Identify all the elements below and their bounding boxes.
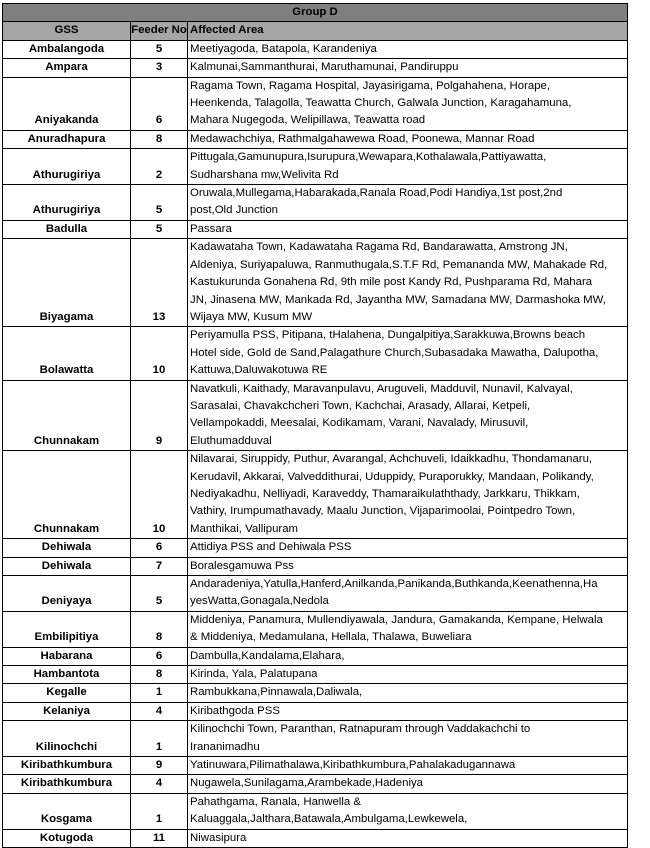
feeder-cell: 8 (131, 130, 188, 148)
feeder-cell: 1 (131, 684, 188, 702)
table-row (3, 451, 628, 539)
table-row (3, 576, 628, 612)
feeder-cell: 9 (131, 757, 188, 775)
gss-cell: Ampara (3, 59, 131, 77)
table-row (3, 239, 628, 327)
header-gss: GSS (3, 22, 131, 40)
group-title: Group D (3, 4, 628, 22)
table-row (3, 59, 628, 77)
affected-area-cell: Oruwala,Mullegama,Habarakada,Ranala Road,Podi Handiya,1st post,2nd post,Old Junction (188, 185, 628, 221)
title-row (3, 4, 628, 22)
affected-area-cell: Kiribathgoda PSS (188, 702, 628, 720)
affected-areas-table (2, 3, 628, 848)
gss-cell: Kiribathkumbura (3, 757, 131, 775)
feeder-cell: 5 (131, 40, 188, 58)
feeder-cell: 10 (131, 451, 188, 539)
gss-cell: Deniyaya (3, 576, 131, 612)
feeder-cell: 10 (131, 327, 188, 380)
feeder-cell: 6 (131, 539, 188, 557)
table-row (3, 380, 628, 451)
table-row (3, 557, 628, 575)
table-row (3, 130, 628, 148)
table-row (3, 757, 628, 775)
gss-cell: Athurugiriya (3, 185, 131, 221)
gss-cell: Habarana (3, 647, 131, 665)
table-row (3, 611, 628, 647)
gss-cell: Kosgama (3, 793, 131, 829)
feeder-cell: 8 (131, 611, 188, 647)
feeder-cell: 6 (131, 647, 188, 665)
gss-cell: Dehiwala (3, 557, 131, 575)
table-row (3, 77, 628, 130)
affected-area-cell: Niwasipura (188, 829, 628, 847)
feeder-cell: 2 (131, 149, 188, 185)
affected-area-cell: Pittugala,Gamunupura,Isurupura,Wewapara,Kothalawala,Pattiyawatta, Sudharshana mw,Welivita Rd (188, 149, 628, 185)
gss-cell: Hambantota (3, 666, 131, 684)
feeder-cell: 5 (131, 185, 188, 221)
feeder-cell: 1 (131, 721, 188, 757)
affected-area-cell: Navatkuli, Kaithady, Maravanpulavu, Aruguveli, Madduvil, Nunavil, Kalvayal, Sarasalai, Chavakchcheri Town, Kachchai, Arasady, Allarai, Ketpeli, Vellampokaddi, Meesalai, Kodikamam, Varani, Navalady, Mirusuvil, Eluthumadduval (188, 380, 628, 451)
table-row (3, 666, 628, 684)
gss-cell: Dehiwala (3, 539, 131, 557)
gss-cell: Embilipitiya (3, 611, 131, 647)
gss-cell: Kiribathkumbura (3, 775, 131, 793)
gss-cell: Biyagama (3, 239, 131, 327)
affected-area-cell: Ragama Town, Ragama Hospital, Jayasirigama, Polgahahena, Horape, Heenkenda, Talagolla, Teawatta Church, Galwala Junction, Karagahamuna, Mahara Nugegoda, Welipillawa, Teawatta road (188, 77, 628, 130)
feeder-cell: 3 (131, 59, 188, 77)
gss-cell: Bolawatta (3, 327, 131, 380)
table-row (3, 829, 628, 847)
gss-cell: Kotugoda (3, 829, 131, 847)
affected-area-cell: Dambulla,Kandalama,Elahara, (188, 647, 628, 665)
header-row (3, 22, 628, 40)
affected-area-cell: Nugawela,Sunilagama,Arambekade,Hadeniya (188, 775, 628, 793)
gss-cell: Kegalle (3, 684, 131, 702)
affected-area-cell: Attidiya PSS and Dehiwala PSS (188, 539, 628, 557)
affected-area-cell: Pahathgama, Ranala, Hanwella & Kaluaggala,Jalthara,Batawala,Ambulgama,Lewkewela, (188, 793, 628, 829)
affected-area-cell: Kadawataha Town, Kadawataha Ragama Rd, Bandarawatta, Amstrong JN, Aldeniya, Suriyapaluwa, Ranmuthugala,S.T.F Rd, Pemananda MW, Mahakade Rd, Kastukurunda Gonahena Rd, 9th mile post Kandy Rd, Pushparama Rd, Mahara JN, Jinasena MW, Mankada Rd, Jayantha MW, Samadana MW, Darmashoka MW, Wijaya MW, Kusum MW (188, 239, 628, 327)
table-row (3, 539, 628, 557)
feeder-cell: 1 (131, 793, 188, 829)
table-row (3, 721, 628, 757)
gss-cell: Aniyakanda (3, 77, 131, 130)
gss-cell: Athurugiriya (3, 149, 131, 185)
affected-area-cell: Yatinuwara,Pilimathalawa,Kiribathkumbura,Pahalakadugannawa (188, 757, 628, 775)
feeder-cell: 9 (131, 380, 188, 451)
affected-area-cell: Nilavarai, Siruppidy, Puthur, Avarangal, Achchuveli, Idaikkadhu, Thondamanaru, Kerudavil, Akkarai, Valveddithurai, Uduppidy, Puraporukky, Mandaan, Polikandy, Nediyakadhu, Nelliyadi, Karaveddy, Thamaraikulaththady, Jarkkaru, Thikkam, Vathiry, Irumpumathavady, Maalu Junction, Vijaparimoolai, Pointpedro Town, Manthikai, Vallipuram (188, 451, 628, 539)
affected-area-cell: Kilinochchi Town, Paranthan, Ratnapuram through Vaddakachchi to Irananimadhu (188, 721, 628, 757)
feeder-cell: 4 (131, 702, 188, 720)
gss-cell: Anuradhapura (3, 130, 131, 148)
table-row (3, 40, 628, 58)
table-row (3, 185, 628, 221)
affected-area-cell: Passara (188, 220, 628, 238)
affected-area-cell: Rambukkana,Pinnawala,Daliwala, (188, 684, 628, 702)
gss-cell: Chunnakam (3, 380, 131, 451)
feeder-cell: 5 (131, 576, 188, 612)
header-feeder-no: Feeder No (131, 22, 188, 40)
table-row (3, 327, 628, 380)
feeder-cell: 5 (131, 220, 188, 238)
gss-cell: Kelaniya (3, 702, 131, 720)
header-affected-area: Affected Area (188, 22, 628, 40)
feeder-cell: 13 (131, 239, 188, 327)
table-row (3, 702, 628, 720)
gss-cell: Chunnakam (3, 451, 131, 539)
table-body (3, 4, 628, 848)
gss-cell: Badulla (3, 220, 131, 238)
affected-area-cell: Kalmunai,Sammanthurai, Maruthamunai, Pandiruppu (188, 59, 628, 77)
feeder-cell: 4 (131, 775, 188, 793)
affected-area-cell: Boralesgamuwa Pss (188, 557, 628, 575)
gss-cell: Ambalangoda (3, 40, 131, 58)
table-row (3, 647, 628, 665)
affected-area-cell: Periyamulla PSS, Pitipana, tHalahena, Dungalpitiya,Sarakkuwa,Browns beach Hotel side, Gold de Sand,Palagathure Church,Subasadaka Mawatha, Dalupotha, Kattuwa,Daluwakotuwa RE (188, 327, 628, 380)
affected-area-cell: Middeniya, Panamura, Mullendiyawala, Jandura, Gamakanda, Kempane, Helwala & Middeniya, Medamulana, Hellala, Thalawa, Buweliara (188, 611, 628, 647)
table-row (3, 220, 628, 238)
table-row (3, 775, 628, 793)
feeder-cell: 6 (131, 77, 188, 130)
table-row (3, 684, 628, 702)
affected-area-cell: Meetiyagoda, Batapola, Karandeniya (188, 40, 628, 58)
feeder-cell: 8 (131, 666, 188, 684)
table-row (3, 149, 628, 185)
feeder-cell: 7 (131, 557, 188, 575)
feeder-cell: 11 (131, 829, 188, 847)
affected-area-cell: Medawachchiya, Rathmalgahawewa Road, Poonewa, Mannar Road (188, 130, 628, 148)
gss-cell: Kilinochchi (3, 721, 131, 757)
table-row (3, 793, 628, 829)
affected-area-cell: Andaradeniya,Yatulla,Hanferd,Anilkanda,Panikanda,Buthkanda,Keenathenna,Ha yesWatta,Gonagala,Nedola (188, 576, 628, 612)
affected-area-cell: Kirinda, Yala, Palatupana (188, 666, 628, 684)
